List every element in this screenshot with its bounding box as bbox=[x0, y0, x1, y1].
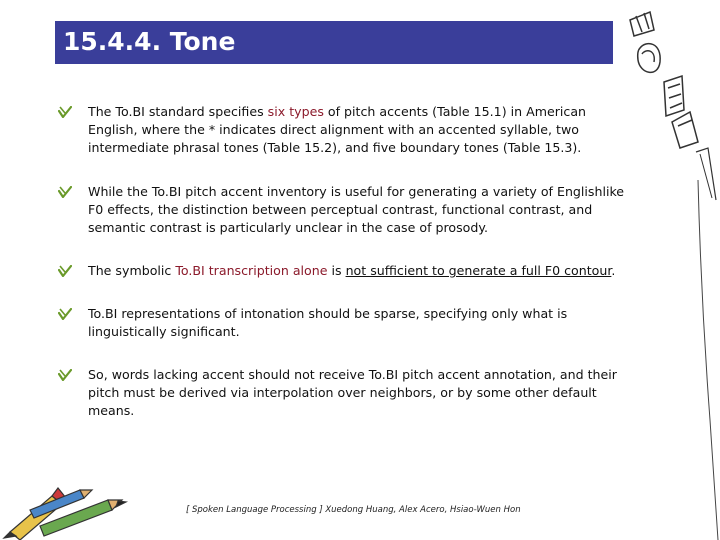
bullet-item bbox=[58, 262, 638, 280]
bullet-text-segment: The To.BI standard specifies bbox=[88, 104, 268, 119]
bullet-item bbox=[58, 103, 638, 157]
pencils-icon bbox=[0, 470, 150, 540]
bullet-text-segment: To.BI transcription alone bbox=[175, 263, 328, 278]
slide-title: 15.4.4. Tone bbox=[63, 27, 236, 56]
bullet-item bbox=[58, 183, 638, 237]
bullet-text-segment: To.BI representations of intonation should be sparse, specifying only what is linguistically significant. bbox=[88, 306, 568, 339]
footer-citation: [ Spoken Language Processing ] Xuedong Huang, Alex Acero, Hsiao-Wuen Hon bbox=[186, 505, 521, 515]
pencil-doodle-icon bbox=[616, 2, 720, 202]
bullet-item bbox=[58, 305, 638, 341]
bullet-text-segment: . bbox=[611, 263, 616, 278]
bullet-text-segment: The symbolic bbox=[88, 263, 176, 278]
bullet-text-segment: So, words lacking accent should not receive To.BI pitch accent annotation, and their pitch must be derived via interpolation over neighbors, or by some other default means. bbox=[88, 367, 617, 418]
checkmark-bullet-icon bbox=[58, 369, 72, 381]
bullet-item bbox=[58, 366, 638, 420]
bullet-text bbox=[88, 103, 636, 157]
checkmark-bullet-icon bbox=[58, 186, 72, 198]
checkmark-bullet-icon bbox=[58, 106, 72, 118]
bullet-text-segment: is bbox=[327, 263, 346, 278]
bullet-text-segment: not sufficient to generate a full F0 contour bbox=[345, 263, 612, 278]
bullet-text bbox=[88, 366, 636, 420]
bullet-text-segment: six types bbox=[267, 104, 324, 119]
checkmark-bullet-icon bbox=[58, 265, 72, 277]
margin-line-icon bbox=[640, 180, 720, 540]
title-bar bbox=[55, 21, 613, 64]
bullet-text bbox=[88, 262, 636, 280]
bullet-text-segment: While the To.BI pitch accent inventory is useful for generating a variety of Englishlike F0 effects, the distinction between perceptual contrast, functional contrast, and semantic contrast is particularly unclear in the case of prosody. bbox=[88, 184, 625, 235]
bullet-text bbox=[88, 183, 636, 237]
bullet-text bbox=[88, 305, 636, 341]
bullet-text-segment: of pitch accents (Table 15.1) in American English, where the * indicates direct alignment with an accented syllable, two intermediate phrasal tones (Table 15.2), and five boundary tones (Table 15.3). bbox=[88, 104, 587, 155]
checkmark-bullet-icon bbox=[58, 308, 72, 320]
